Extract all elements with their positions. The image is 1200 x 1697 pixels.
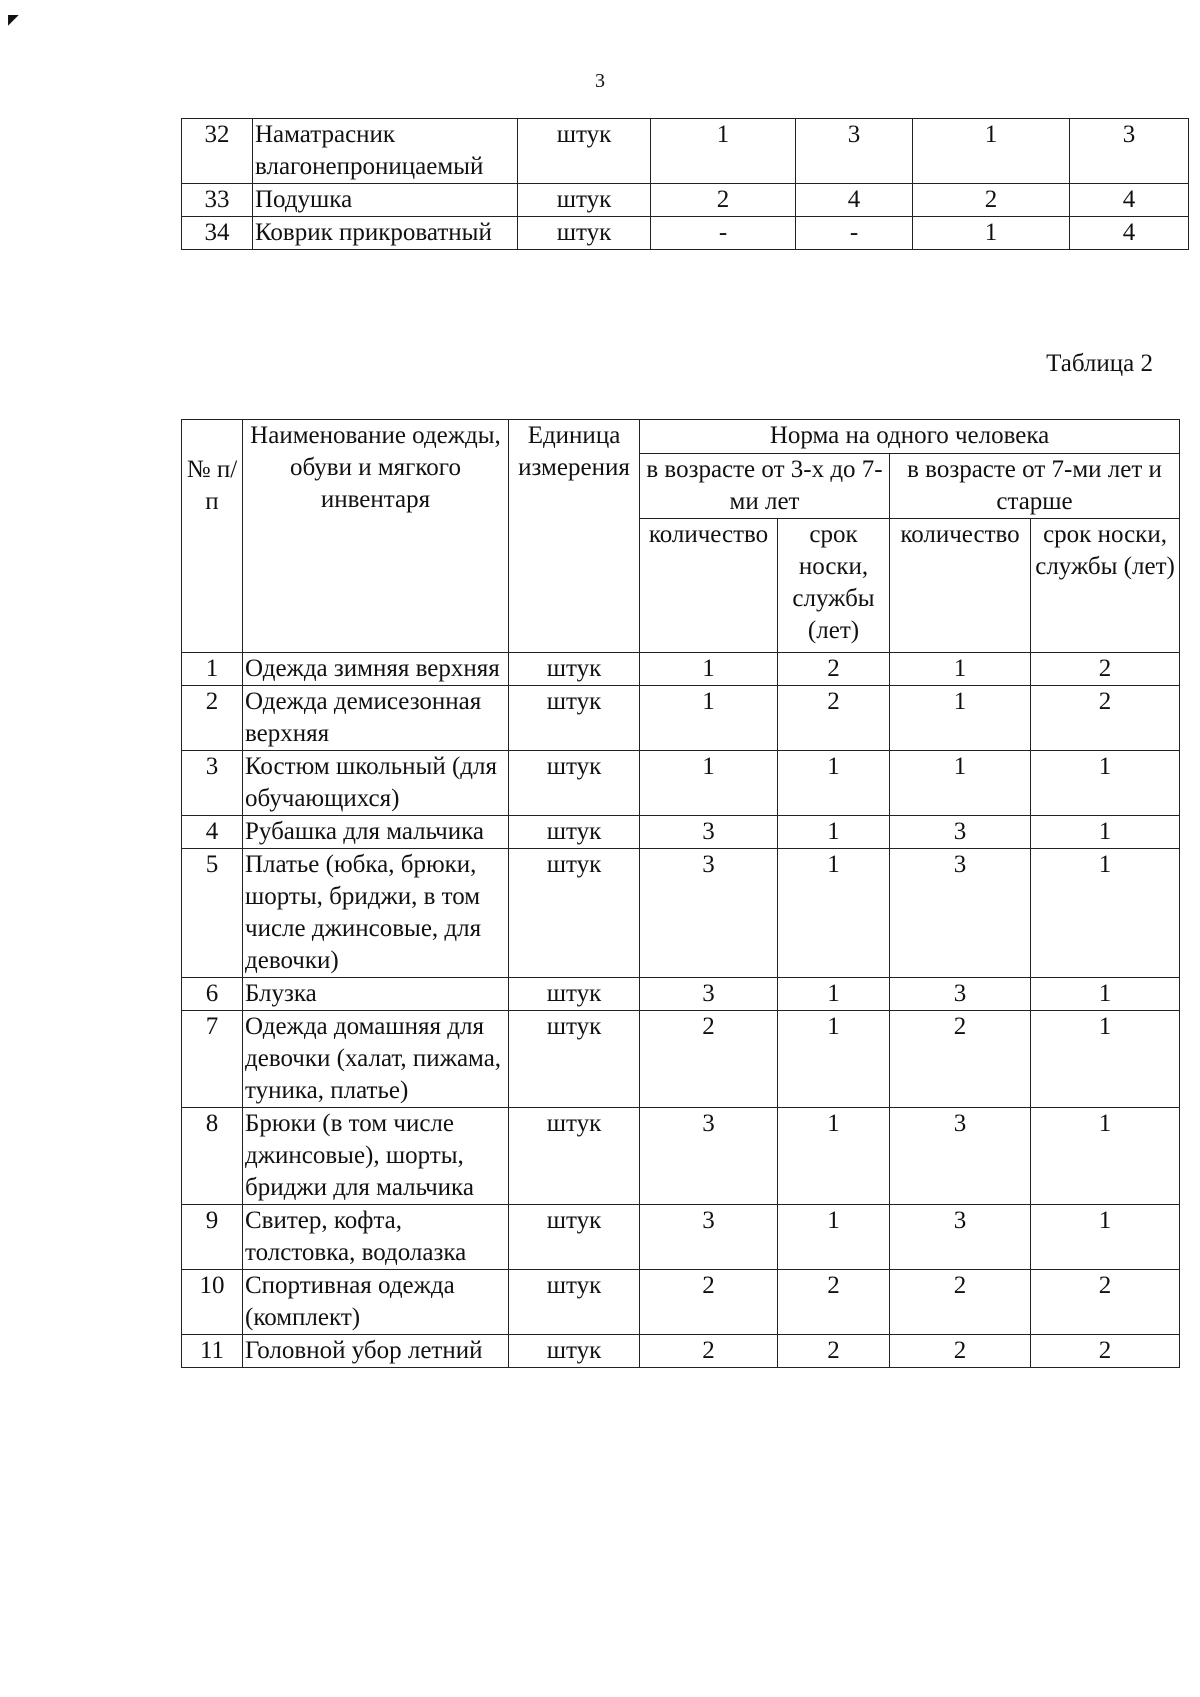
cell-qty-group-1: 1 bbox=[651, 119, 796, 184]
cell-unit: штук bbox=[518, 119, 651, 184]
cell-qty-group-2: 1 bbox=[890, 653, 1031, 686]
table-row bbox=[182, 184, 1189, 217]
table-row bbox=[182, 1011, 1180, 1108]
cell-qty-group-1: 2 bbox=[640, 1270, 778, 1335]
cell-name: Одежда демисезонная верхняя bbox=[243, 686, 509, 751]
cell-qty-group-2: 2 bbox=[890, 1270, 1031, 1335]
cell-qty-group-2: 3 bbox=[890, 978, 1031, 1011]
cell-term-group-1: 2 bbox=[778, 653, 890, 686]
cell-term-group-1: 2 bbox=[778, 686, 890, 751]
cell-num: 32 bbox=[182, 119, 253, 184]
cell-qty-group-2: 1 bbox=[890, 751, 1031, 816]
cell-qty-group-1: 2 bbox=[640, 1011, 778, 1108]
table-row bbox=[182, 1335, 1180, 1368]
cell-term-group-1: 2 bbox=[778, 1270, 890, 1335]
cell-qty-group-2: 2 bbox=[890, 1335, 1031, 1368]
cell-name: Головной убор летний bbox=[243, 1335, 509, 1368]
cell-term-group-1: 1 bbox=[778, 1205, 890, 1270]
cell-term-group-1: 1 bbox=[778, 816, 890, 849]
cell-unit: штук bbox=[509, 1335, 640, 1368]
cell-qty-group-1: - bbox=[651, 217, 796, 250]
cell-unit: штук bbox=[509, 849, 640, 978]
table-caption: Таблица 2 bbox=[1046, 350, 1153, 377]
cell-name: Костюм школьный (для обучающихся) bbox=[243, 751, 509, 816]
cell-num: 11 bbox=[182, 1335, 243, 1368]
table-row bbox=[182, 686, 1180, 751]
cell-term-group-2: 4 bbox=[1070, 184, 1189, 217]
cell-num: 33 bbox=[182, 184, 253, 217]
table-row bbox=[182, 816, 1180, 849]
table-row bbox=[182, 217, 1189, 250]
cell-name: Свитер, кофта, толстовка, водолазка bbox=[243, 1205, 509, 1270]
cell-name: Рубашка для мальчика bbox=[243, 816, 509, 849]
table-clothing-norms bbox=[181, 419, 1180, 1368]
table-row bbox=[182, 1108, 1180, 1205]
cell-unit: штук bbox=[509, 1011, 640, 1108]
cell-unit: штук bbox=[509, 751, 640, 816]
table-row bbox=[182, 1270, 1180, 1335]
cell-name: Одежда зимняя верхняя bbox=[243, 653, 509, 686]
cell-term-group-1: - bbox=[796, 217, 913, 250]
cell-unit: штук bbox=[509, 686, 640, 751]
cell-term-group-1: 2 bbox=[778, 1335, 890, 1368]
cell-num: 9 bbox=[182, 1205, 243, 1270]
table-clothing-norms-body bbox=[182, 653, 1180, 1368]
cell-name: Подушка bbox=[253, 184, 518, 217]
header-term-2: срок носки, службы (лет) bbox=[1031, 519, 1180, 653]
corner-scan-mark: ◤ bbox=[8, 13, 19, 28]
header-num: № п/п bbox=[182, 420, 243, 653]
cell-unit: штук bbox=[509, 816, 640, 849]
cell-term-group-1: 3 bbox=[796, 119, 913, 184]
cell-name: Брюки (в том числе джинсовые), шорты, бриджи для мальчика bbox=[243, 1108, 509, 1205]
cell-qty-group-2: 2 bbox=[913, 184, 1070, 217]
cell-unit: штук bbox=[518, 184, 651, 217]
header-qty-1: количество bbox=[640, 519, 778, 653]
table-continuation-body bbox=[182, 119, 1189, 250]
cell-num: 10 bbox=[182, 1270, 243, 1335]
cell-num: 34 bbox=[182, 217, 253, 250]
cell-qty-group-2: 2 bbox=[890, 1011, 1031, 1108]
table-continuation bbox=[181, 118, 1189, 250]
cell-qty-group-2: 1 bbox=[913, 217, 1070, 250]
table-row bbox=[182, 751, 1180, 816]
cell-term-group-2: 2 bbox=[1031, 1335, 1180, 1368]
cell-term-group-2: 1 bbox=[1031, 1011, 1180, 1108]
cell-term-group-2: 2 bbox=[1031, 653, 1180, 686]
cell-num: 1 bbox=[182, 653, 243, 686]
cell-term-group-1: 1 bbox=[778, 849, 890, 978]
cell-name: Спортивная одежда (комплект) bbox=[243, 1270, 509, 1335]
cell-term-group-2: 1 bbox=[1031, 1108, 1180, 1205]
header-norm: Норма на одного человека bbox=[640, 420, 1180, 454]
cell-qty-group-1: 1 bbox=[640, 686, 778, 751]
cell-name: Платье (юбка, брюки, шорты, бриджи, в том числе джинсовые, для девочки) bbox=[243, 849, 509, 978]
cell-term-group-2: 3 bbox=[1070, 119, 1189, 184]
cell-term-group-2: 2 bbox=[1031, 1270, 1180, 1335]
cell-num: 4 bbox=[182, 816, 243, 849]
cell-term-group-1: 4 bbox=[796, 184, 913, 217]
cell-unit: штук bbox=[509, 1270, 640, 1335]
table-row bbox=[182, 1205, 1180, 1270]
table-row bbox=[182, 849, 1180, 978]
cell-unit: штук bbox=[509, 978, 640, 1011]
cell-unit: штук bbox=[509, 653, 640, 686]
cell-term-group-2: 1 bbox=[1031, 978, 1180, 1011]
cell-unit: штук bbox=[518, 217, 651, 250]
header-unit: Единица измерения bbox=[509, 420, 640, 653]
cell-term-group-2: 1 bbox=[1031, 751, 1180, 816]
cell-unit: штук bbox=[509, 1108, 640, 1205]
cell-term-group-2: 2 bbox=[1031, 686, 1180, 751]
table-row bbox=[182, 653, 1180, 686]
cell-term-group-1: 1 bbox=[778, 978, 890, 1011]
cell-term-group-2: 1 bbox=[1031, 1205, 1180, 1270]
cell-name: Одежда домашняя для девочки (халат, пижама, туника, платье) bbox=[243, 1011, 509, 1108]
table-header bbox=[182, 420, 1180, 653]
cell-term-group-2: 1 bbox=[1031, 849, 1180, 978]
cell-qty-group-1: 1 bbox=[640, 751, 778, 816]
header-qty-2: количество bbox=[890, 519, 1031, 653]
page-number: 3 bbox=[595, 70, 605, 92]
cell-num: 6 bbox=[182, 978, 243, 1011]
cell-qty-group-1: 3 bbox=[640, 1108, 778, 1205]
cell-name: Коврик прикроватный bbox=[253, 217, 518, 250]
cell-num: 7 bbox=[182, 1011, 243, 1108]
cell-qty-group-1: 3 bbox=[640, 849, 778, 978]
cell-name: Наматрасник влагонепроницаемый bbox=[253, 119, 518, 184]
cell-term-group-2: 4 bbox=[1070, 217, 1189, 250]
cell-qty-group-1: 2 bbox=[640, 1335, 778, 1368]
cell-term-group-2: 1 bbox=[1031, 816, 1180, 849]
cell-qty-group-1: 1 bbox=[640, 653, 778, 686]
cell-qty-group-1: 2 bbox=[651, 184, 796, 217]
cell-qty-group-2: 3 bbox=[890, 1205, 1031, 1270]
cell-qty-group-1: 3 bbox=[640, 1205, 778, 1270]
cell-num: 3 bbox=[182, 751, 243, 816]
cell-num: 5 bbox=[182, 849, 243, 978]
cell-unit: штук bbox=[509, 1205, 640, 1270]
cell-term-group-1: 1 bbox=[778, 751, 890, 816]
table-row bbox=[182, 978, 1180, 1011]
header-term-1: срок носки, службы (лет) bbox=[778, 519, 890, 653]
cell-num: 2 bbox=[182, 686, 243, 751]
cell-qty-group-2: 3 bbox=[890, 849, 1031, 978]
header-name: Наименование одежды, обуви и мягкого инвентаря bbox=[243, 420, 509, 653]
table-row bbox=[182, 119, 1189, 184]
cell-qty-group-2: 3 bbox=[890, 816, 1031, 849]
cell-qty-group-1: 3 bbox=[640, 978, 778, 1011]
cell-qty-group-2: 1 bbox=[890, 686, 1031, 751]
header-age-group-2: в возрасте от 7-ми лет и старше bbox=[890, 454, 1180, 519]
cell-qty-group-2: 3 bbox=[890, 1108, 1031, 1205]
cell-name: Блузка bbox=[243, 978, 509, 1011]
cell-qty-group-2: 1 bbox=[913, 119, 1070, 184]
cell-qty-group-1: 3 bbox=[640, 816, 778, 849]
cell-term-group-1: 1 bbox=[778, 1011, 890, 1108]
cell-num: 8 bbox=[182, 1108, 243, 1205]
header-age-group-1: в возрасте от 3-х до 7-ми лет bbox=[640, 454, 890, 519]
cell-term-group-1: 1 bbox=[778, 1108, 890, 1205]
